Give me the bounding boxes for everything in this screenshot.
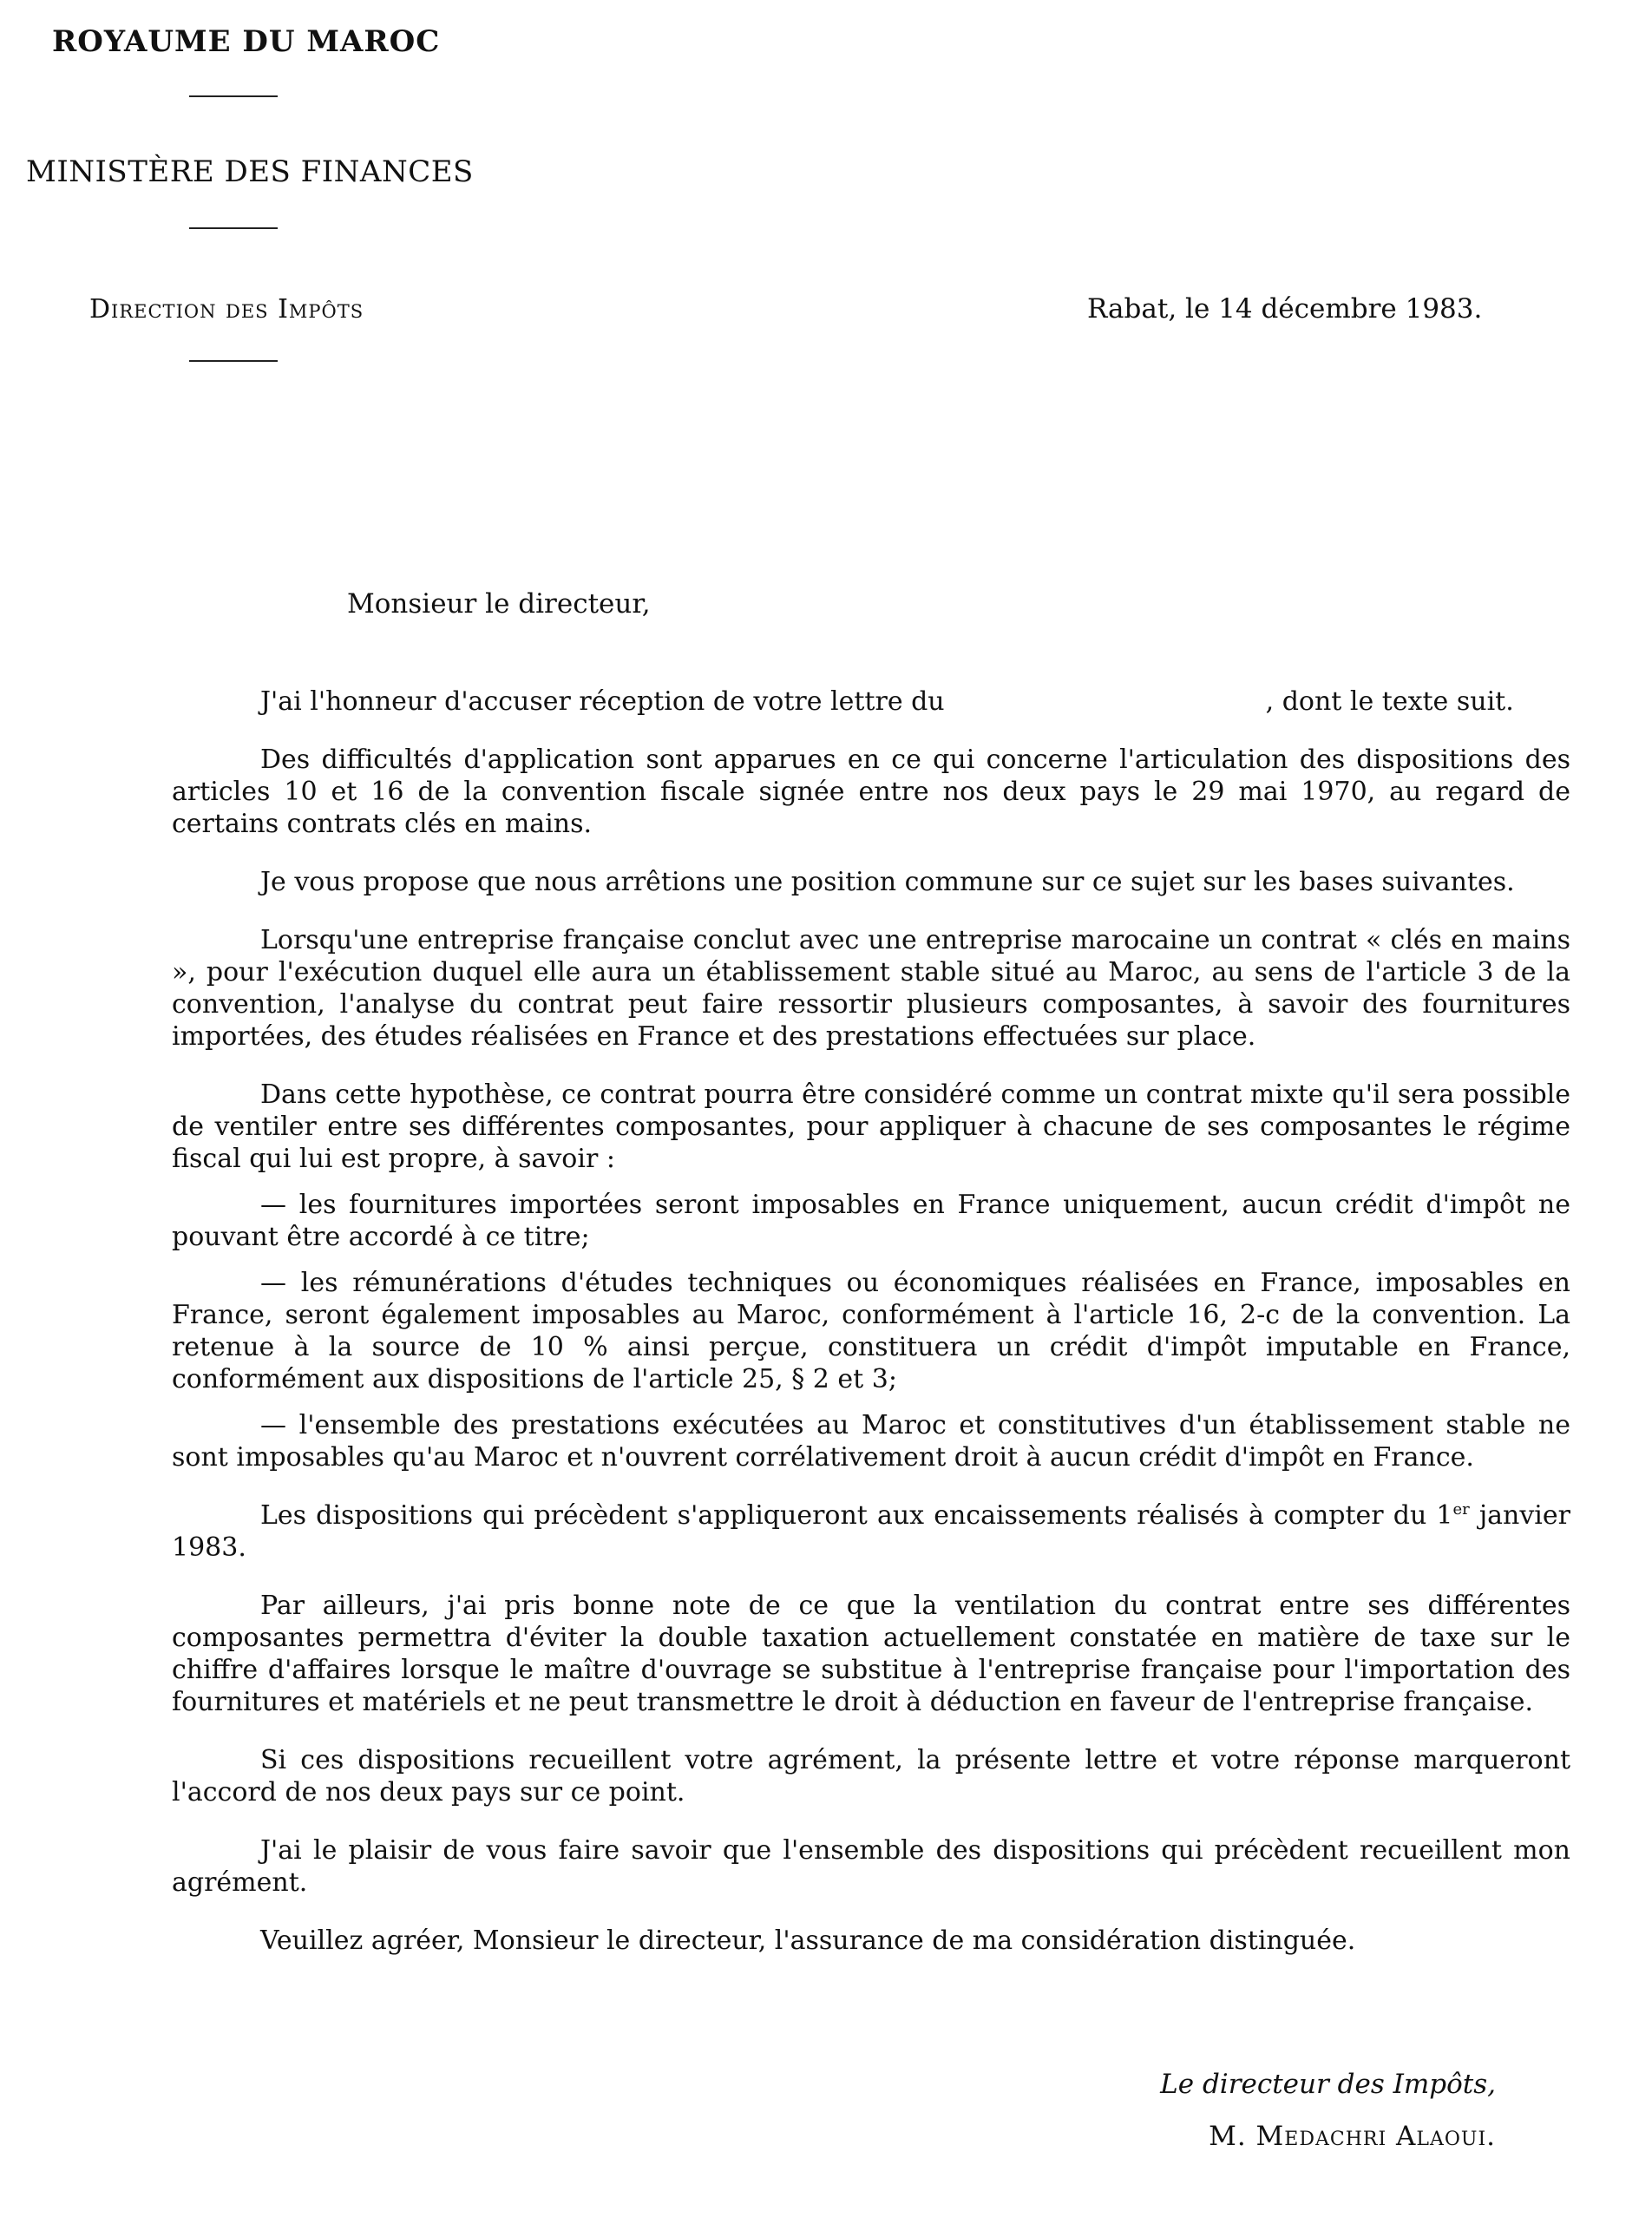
paragraph-agreement-request: Si ces dispositions recueillent votre agrément, la présente lettre et votre réponse marqueront l'accord de nos deux pays sur ce point. (172, 1745, 1570, 1807)
header-divider (189, 95, 278, 97)
signature-name: M. Medachri Alaoui. (1209, 2121, 1496, 2152)
paragraph-acknowledgement (172, 686, 1570, 718)
list-item-services: — l'ensemble des prestations exécutées au Maroc et constitutives d'un établissement stable ne sont imposables qu'au Maroc et n'ouvrent corrélativement droit à aucun crédit d'impôt en France. (172, 1410, 1570, 1473)
paragraph-text: J'ai l'honneur d'accuser réception de votre lettre du (260, 686, 945, 717)
paragraph-double-taxation: Par ailleurs, j'ai pris bonne note de ce que la ventilation du contrat entre ses différentes composantes permettra d'éviter la double taxation actuellement constatée en matière de taxe sur le chiffre d'affaires lorsque le maître d'ouvrage se substitue à l'entreprise française pour l'importation des fournitures et matériels et ne peut transmettre le droit à déduction en faveur de l'entreprise française. (172, 1591, 1570, 1717)
header-divider (189, 227, 278, 229)
header-divider (189, 360, 278, 362)
paragraph-text: Les dispositions qui précèdent s'appliqueront aux encaissements réalisés à compter du 1 (260, 1500, 1453, 1531)
signature-block (1160, 2058, 1496, 2162)
paragraph-difficulties: Des difficultés d'application sont apparues en ce qui concerne l'articulation des dispositions des articles 10 et 16 de la convention fiscale signée entre nos deux pays le 29 mai 1970, au regard de certains contrats clés en mains. (172, 745, 1570, 839)
paragraph-hypothesis: Dans cette hypothèse, ce contrat pourra être considéré comme un contrat mixte qu'il sera possible de ventiler entre ses différentes composantes, pour appliquer à chacune de ses composantes le régime fiscal qui lui est propre, à savoir : (172, 1079, 1570, 1174)
list-item-supplies: — les fournitures importées seront imposables en France uniquement, aucun crédit d'impôt ne pouvant être accordé à ce titre; (172, 1190, 1570, 1252)
paragraph-proposal: Je vous propose que nous arrêtions une position commune sur ce sujet sur les bases suivantes. (260, 867, 1515, 897)
paragraph-contract: Lorsqu'une entreprise française conclut avec une entreprise marocaine un contrat « clés en mains », pour l'exécution duquel elle aura un établissement stable situé au Maroc, au sens de l'article 3 de la convention, l'analyse du contrat peut faire ressortir plusieurs composantes, à savoir des fournitures importées, des études réalisées en France et des prestations effectuées sur place. (172, 925, 1570, 1052)
ordinal-superscript: er (1452, 1500, 1470, 1519)
paragraph-text: janvier 1983. (172, 1500, 1570, 1563)
signature-title: Le directeur des Impôts, (1160, 2069, 1496, 2100)
list-item-studies: — les rémunérations d'études techniques ou économiques réalisées en France, imposables en France, seront également imposables au Maroc, conformément à l'article 16, 2-c de la convention. La retenue à la source de 10 % ainsi perçue, constituera un crédit d'impôt imputable en France, conformément aux dispositions de l'article 25, § 2 et 3; (172, 1268, 1570, 1394)
header-kingdom: ROYAUME DU MAROC (52, 24, 441, 59)
letter-dateline: Rabat, le 14 décembre 1983. (1087, 293, 1483, 325)
letter-body (172, 686, 1570, 1957)
header-ministry: MINISTÈRE DES FINANCES (26, 154, 474, 189)
letter-salutation: Monsieur le directeur, (347, 588, 651, 620)
paragraph-text: , dont le texte suit. (1265, 686, 1514, 717)
paragraph-effective-date (172, 1499, 1570, 1564)
header-direction: Direction des Impôts (89, 294, 364, 325)
paragraph-consent: J'ai le plaisir de vous faire savoir que l'ensemble des dispositions qui précèdent recueillent mon agrément. (172, 1835, 1570, 1898)
paragraph-closing: Veuillez agréer, Monsieur le directeur, l'assurance de ma considération distinguée. (260, 1925, 1356, 1956)
